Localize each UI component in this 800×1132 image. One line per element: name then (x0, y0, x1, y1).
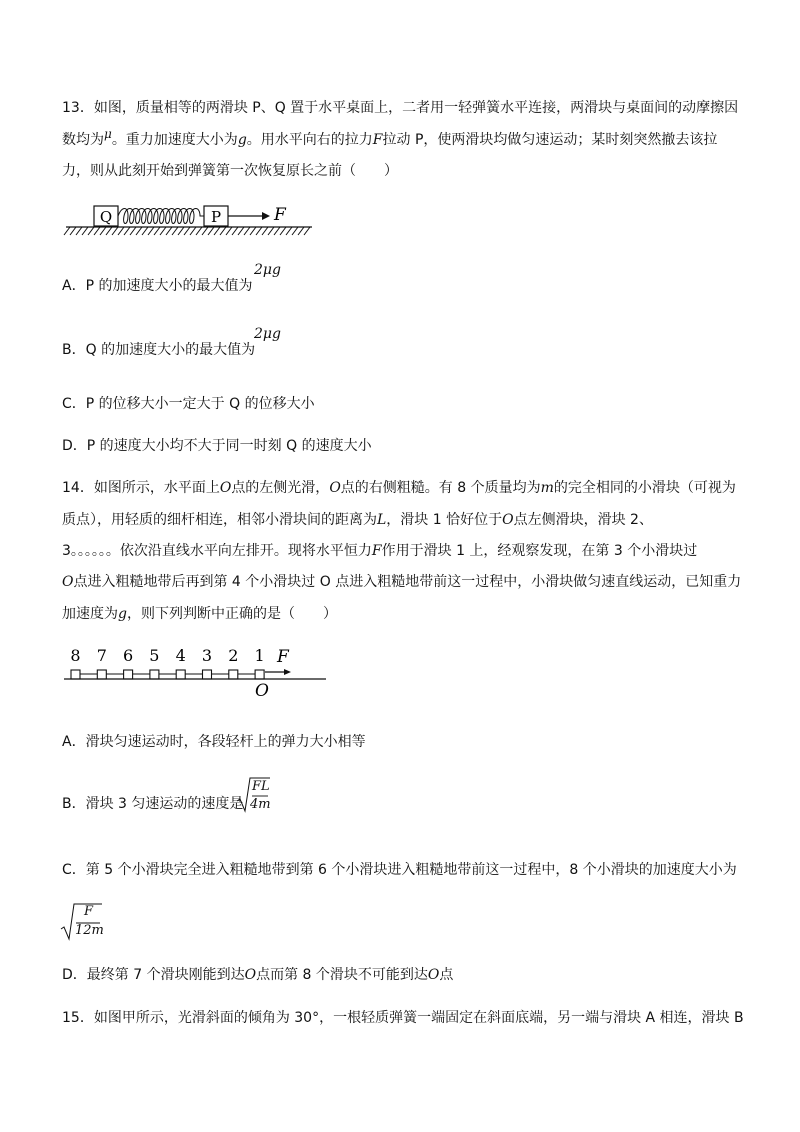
slider-block (176, 670, 185, 679)
q13-line-1: 13．如图，质量相等的两滑块 P、Q 置于水平桌面上，二者用一轻弹簧水平连接，两滑块与桌面间的动摩擦因 (62, 100, 739, 116)
q13-option-b-formula: 2μg (254, 326, 281, 342)
slider-block-label: 5 (149, 646, 160, 665)
slider-block-label: 2 (228, 646, 239, 665)
q14-option-b: B．滑块 3 匀速运动的速度是 (62, 796, 244, 812)
slider-block (97, 670, 106, 679)
slider-block (71, 670, 80, 679)
block-q-label: Q (99, 208, 113, 226)
force-label: F (274, 205, 286, 225)
slider-block-label: 1 (254, 646, 265, 665)
q13-option-b: B．Q 的加速度大小的最大值为 (62, 342, 256, 358)
slider-block-label: 6 (123, 646, 134, 665)
spring-coil (118, 209, 204, 224)
slider-block (124, 670, 133, 679)
q14-line-5: 加速度为g，则下列判断中正确的是（ ） (62, 606, 337, 622)
q14-option-d: D．最终第 7 个滑块刚能到达O点而第 8 个滑块不可能到达O点 (62, 967, 454, 983)
q14-option-c: C．第 5 个小滑块完全进入粗糙地带到第 6 个小滑块进入粗糙地带前这一过程中，8 个小滑块的加速度大小为 (62, 862, 737, 878)
option-b-denominator: 4m (250, 797, 271, 812)
q13-line-2: 数均为μ。重力加速度大小为g。用水平向右的拉力F拉动 P，使两滑块均做匀速运动；某时刻突然撤去该拉 (62, 127, 718, 148)
ground-hatching (64, 227, 310, 235)
q14-option-a: A．滑块匀速运动时，各段轻杆上的弹力大小相等 (62, 734, 366, 750)
slider-block (203, 670, 212, 679)
slider-block (255, 670, 264, 679)
slider-block-label: 7 (96, 646, 107, 665)
q14-line-3: 3。。。。。。依次沿直线水平向左排开。现将水平恒力F作用于滑块 1 上，经观察发现，在第 3 个小滑块过 (62, 543, 698, 559)
slider-block (229, 670, 238, 679)
q13-figure (60, 198, 330, 242)
force-arrowhead (262, 212, 270, 220)
option-b-numerator: FL (252, 779, 270, 794)
block-p-label: P (210, 208, 222, 226)
slider-block-label: 8 (70, 646, 81, 665)
force-arrowhead (284, 669, 291, 675)
q13-option-a: A．P 的加速度大小的最大值为 (62, 278, 253, 294)
q14-line-2: 质点），用轻质的细杆相连，相邻小滑块间的距离为L，滑块 1 恰好位于O点左侧滑块，滑块 2、 (62, 512, 653, 528)
q13-line-3: 力，则从此刻开始到弹簧第一次恢复原长之前（ ） (62, 163, 398, 179)
q14-line-1: 14．如图所示，水平面上O点的左侧光滑，O点的右侧粗糙。有 8 个质量均为m的完全相同的小滑块（可视为 (62, 480, 736, 496)
option-c-numerator: F (84, 904, 94, 919)
slider-block-label: 3 (201, 646, 213, 665)
slider-block (150, 670, 159, 679)
q15-line-1: 15．如图甲所示，光滑斜面的倾角为 30°，一根轻质弹簧一端固定在斜面底端，另一端与滑块 A 相连，滑块 B (62, 1010, 744, 1026)
sliding-blocks (70, 646, 264, 679)
o-point-label: O (255, 681, 269, 701)
q13-option-c: C．P 的位移大小一定大于 Q 的位移大小 (62, 396, 315, 412)
mu-symbol: μ (104, 127, 112, 141)
q14-figure (62, 644, 332, 701)
option-c-denominator: 12m (75, 923, 104, 938)
q13-option-a-formula: 2μg (254, 262, 281, 278)
slider-block-label: 4 (175, 646, 186, 665)
force-label: F (277, 647, 289, 667)
q14-line-4: O点进入粗糙地带后再到第 4 个小滑块过 O 点进入粗糙地带前这一过程中，小滑块做匀速直线运动，已知重力 (62, 574, 742, 590)
q13-option-d: D．P 的速度大小均不大于同一时刻 Q 的速度大小 (62, 438, 372, 454)
